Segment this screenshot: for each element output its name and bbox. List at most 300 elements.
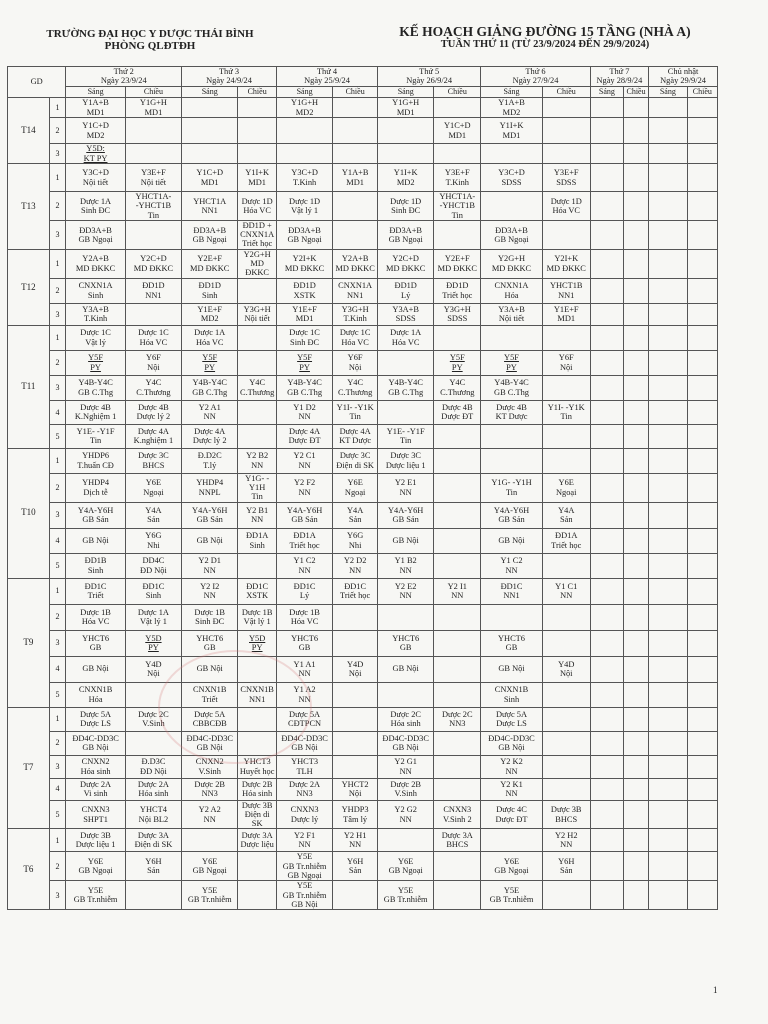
day-name: Thứ 2	[113, 67, 134, 76]
table-row	[8, 829, 718, 852]
table-row	[8, 350, 718, 375]
schedule-cell: ĐD1B Sinh	[66, 553, 125, 578]
table-row	[8, 778, 718, 800]
schedule-cell: Y5F PY	[182, 350, 238, 375]
schedule-cell: Dược 2B V.Sinh	[378, 778, 434, 800]
schedule-cell: Y1 C2 NN	[481, 553, 543, 578]
schedule-cell	[333, 604, 378, 630]
schedule-cell: Dược 4A Dược ĐT	[276, 424, 332, 448]
schedule-cell	[624, 630, 649, 656]
schedule-cell: ĐD1D Triết học	[434, 278, 481, 303]
schedule-cell: Dược 3A Dược liệu	[238, 829, 277, 852]
schedule-cell: Dược 2C NN3	[434, 707, 481, 731]
schedule-cell	[481, 424, 543, 448]
table-row	[8, 424, 718, 448]
schedule-cell: Y2 B2 NN	[238, 448, 277, 473]
schedule-cell	[238, 707, 277, 731]
schedule-cell: Y4B-Y4C GB C.Thg	[66, 375, 125, 400]
schedule-cell: Y1 A2 NN	[276, 682, 332, 707]
schedule-cell: Y1A+B MD1	[333, 164, 378, 192]
schedule-cell	[687, 325, 717, 350]
table-row	[8, 682, 718, 707]
schedule-cell	[378, 118, 434, 144]
schedule-cell	[378, 350, 434, 375]
schedule-cell	[649, 731, 688, 755]
schedule-cell	[481, 448, 543, 473]
schedule-cell: ĐD1D Lý	[378, 278, 434, 303]
schedule-cell: Y2 B1 NN	[238, 502, 277, 528]
schedule-cell: ĐD1A Triết học	[276, 528, 332, 553]
schedule-cell	[649, 220, 688, 249]
schedule-cell: GB Nội	[378, 656, 434, 682]
schedule-cell	[649, 473, 688, 502]
schedule-cell	[542, 144, 590, 164]
room-number: 2	[49, 192, 66, 221]
schedule-cell: Y1I- -Y1K Tin	[542, 400, 590, 424]
session-morning: Sáng	[481, 87, 543, 98]
schedule-cell: Y3G+H T.Kinh	[333, 303, 378, 325]
schedule-cell	[624, 731, 649, 755]
schedule-cell: GB Nội	[481, 528, 543, 553]
schedule-cell	[649, 118, 688, 144]
schedule-cell: Dược 1C Hóa VC	[333, 325, 378, 350]
schedule-cell: Y3E+F SDSS	[542, 164, 590, 192]
schedule-cell	[687, 278, 717, 303]
schedule-cell: Y2 H2 NN	[542, 829, 590, 852]
schedule-cell: ĐD3A+B GB Ngoại	[378, 220, 434, 249]
schedule-cell	[687, 220, 717, 249]
schedule-cell: CNXN3 SHPT1	[66, 800, 125, 829]
schedule-cell	[481, 192, 543, 221]
session-afternoon: Chiều	[333, 87, 378, 98]
document-subtitle: TUẦN THỨ 11 (TỪ 23/9/2024 ĐẾN 29/9/2024)	[440, 39, 650, 50]
schedule-cell: Y2 G2 NN	[378, 800, 434, 829]
schedule-cell	[434, 448, 481, 473]
schedule-cell	[624, 424, 649, 448]
schedule-cell: Y2C+D MD ĐKKC	[378, 249, 434, 278]
schedule-cell: YHCT1A- -YHCT1B Tin	[434, 192, 481, 221]
schedule-cell: Y6F Nội	[333, 350, 378, 375]
schedule-cell: Y5E GB Tr.nhiễm	[378, 881, 434, 910]
schedule-cell	[590, 144, 623, 164]
schedule-cell: Y5D PY	[238, 630, 277, 656]
schedule-cell: Dược 1D Hóa VC	[542, 192, 590, 221]
schedule-cell: Dược 3B Điện di SK	[238, 800, 277, 829]
schedule-cell	[542, 553, 590, 578]
day-header	[66, 67, 182, 87]
schedule-cell: YHCT6 GB	[182, 630, 238, 656]
document-title: KẾ HOẠCH GIẢNG ĐƯỜNG 15 TẦNG (NHÀ A)	[399, 24, 691, 39]
schedule-cell	[542, 118, 590, 144]
floor-label: T11	[8, 325, 50, 448]
room-number: 2	[49, 473, 66, 502]
schedule-cell: Y2G+H MD ĐKKC	[481, 249, 543, 278]
schedule-cell	[590, 424, 623, 448]
room-number: 3	[49, 375, 66, 400]
schedule-cell: Y6G Nhi	[333, 528, 378, 553]
schedule-cell	[434, 852, 481, 881]
schedule-cell: Dược 2B NN3	[182, 778, 238, 800]
schedule-cell	[434, 553, 481, 578]
schedule-cell	[434, 424, 481, 448]
session-afternoon: Chiều	[238, 87, 277, 98]
schedule-cell: Y4A-Y6H GB Sản	[378, 502, 434, 528]
schedule-cell	[590, 656, 623, 682]
schedule-cell: Y5F PY	[481, 350, 543, 375]
schedule-cell	[434, 325, 481, 350]
room-number: 2	[49, 278, 66, 303]
schedule-cell: Y2A+B MD ĐKKC	[66, 249, 125, 278]
schedule-cell: Dược 1A Hóa VC	[182, 325, 238, 350]
schedule-cell	[434, 881, 481, 910]
day-name: Chủ nhật	[667, 67, 699, 76]
schedule-cell: Y1A+B MD2	[481, 98, 543, 118]
schedule-cell	[276, 144, 332, 164]
schedule-cell: ĐD1D XSTK	[276, 278, 332, 303]
schedule-cell	[333, 98, 378, 118]
floor-label: T6	[8, 829, 50, 910]
schedule-cell	[590, 118, 623, 144]
room-number: 3	[49, 881, 66, 910]
schedule-cell	[590, 682, 623, 707]
room-number: 1	[49, 829, 66, 852]
schedule-cell: Dược 3C BHCS	[125, 448, 181, 473]
schedule-cell: Y3A+B Nội tiết	[481, 303, 543, 325]
schedule-cell: Dược 4B KT Dược	[481, 400, 543, 424]
table-row	[8, 164, 718, 192]
room-number: 1	[49, 578, 66, 604]
schedule-cell: YHCT3 Huyết học	[238, 755, 277, 778]
day-date: Ngày 25/9/24	[304, 76, 350, 86]
session-afternoon: Chiều	[687, 87, 717, 98]
day-date: Ngày 26/9/24	[406, 76, 453, 86]
schedule-cell	[590, 881, 623, 910]
schedule-cell: Y4A-Y6H GB Sản	[276, 502, 332, 528]
schedule-cell: ĐD1D Sinh	[182, 278, 238, 303]
schedule-cell	[649, 350, 688, 375]
schedule-cell: Dược 3B BHCS	[542, 800, 590, 829]
schedule-cell: Dược 1B Hóa VC	[276, 604, 332, 630]
schedule-cell: Y2 D2 NN	[333, 553, 378, 578]
schedule-cell	[687, 881, 717, 910]
schedule-cell: YHCT1B NN1	[542, 278, 590, 303]
schedule-cell	[687, 192, 717, 221]
schedule-cell: YHDP4 Dịch tễ	[66, 473, 125, 502]
schedule-cell	[238, 881, 277, 910]
schedule-cell: Y4C C.Thương	[434, 375, 481, 400]
room-number: 2	[49, 118, 66, 144]
schedule-cell: Y5D: KT PY	[66, 144, 125, 164]
schedule-cell	[238, 424, 277, 448]
schedule-cell	[687, 630, 717, 656]
session-morning: Sáng	[590, 87, 623, 98]
schedule-cell	[624, 473, 649, 502]
schedule-cell: ĐD1C Lý	[276, 578, 332, 604]
schedule-cell: CNXN1B Hóa	[66, 682, 125, 707]
session-morning: Sáng	[378, 87, 434, 98]
schedule-cell	[542, 98, 590, 118]
schedule-cell	[649, 778, 688, 800]
schedule-cell	[481, 325, 543, 350]
schedule-cell: CNXN1B NN1	[238, 682, 277, 707]
schedule-cell: Y2I+K MD ĐKKC	[542, 249, 590, 278]
schedule-cell: Y2E+F MD ĐKKC	[182, 249, 238, 278]
schedule-cell	[238, 852, 277, 881]
schedule-cell: CNXN1B Triết	[182, 682, 238, 707]
schedule-cell	[125, 144, 181, 164]
schedule-cell: ĐD1C XSTK	[238, 578, 277, 604]
schedule-cell	[649, 192, 688, 221]
schedule-cell	[624, 502, 649, 528]
schedule-cell: Y5E GB Tr.nhiễm	[182, 881, 238, 910]
table-row	[8, 249, 718, 278]
schedule-cell: Y6E Ngoại	[125, 473, 181, 502]
schedule-cell	[590, 630, 623, 656]
schedule-cell	[590, 303, 623, 325]
schedule-cell: ĐD1A Triết học	[542, 528, 590, 553]
schedule-cell	[590, 325, 623, 350]
schedule-cell	[624, 528, 649, 553]
schedule-cell: Y6E Ngoại	[333, 473, 378, 502]
schedule-cell: Y6E GB Ngoại	[66, 852, 125, 881]
schedule-cell	[624, 682, 649, 707]
table-row	[8, 604, 718, 630]
schedule-cell: YHDP6 T.huấn CĐ	[66, 448, 125, 473]
schedule-cell: ĐD4C-DD3C GB Nội	[481, 731, 543, 755]
schedule-cell: Y5F PY	[66, 350, 125, 375]
schedule-cell	[276, 118, 332, 144]
schedule-cell: Y5E GB Tr.nhiễm	[66, 881, 125, 910]
schedule-cell: Y1C+D MD2	[66, 118, 125, 144]
schedule-cell	[590, 707, 623, 731]
schedule-cell	[333, 707, 378, 731]
schedule-cell: Y4C C.Thương	[125, 375, 181, 400]
schedule-cell	[649, 829, 688, 852]
room-number: 1	[49, 707, 66, 731]
schedule-cell	[590, 98, 623, 118]
schedule-cell: CNXN1B Sinh	[481, 682, 543, 707]
schedule-cell	[624, 249, 649, 278]
schedule-cell	[590, 375, 623, 400]
floor-label: T7	[8, 707, 50, 829]
schedule-cell: Đ.D3C ĐD Nội	[125, 755, 181, 778]
room-number: 4	[49, 656, 66, 682]
schedule-cell: Y2 A1 NN	[182, 400, 238, 424]
schedule-cell	[687, 424, 717, 448]
schedule-cell	[687, 604, 717, 630]
table-row	[8, 630, 718, 656]
schedule-cell: Y1 B2 NN	[378, 553, 434, 578]
table-row	[8, 502, 718, 528]
gd-header: GD	[8, 67, 66, 98]
schedule-cell: Dược 1C Vật lý	[66, 325, 125, 350]
floor-label: T12	[8, 249, 50, 325]
floor-label: T14	[8, 98, 50, 164]
schedule-cell: Dược 1A Sinh ĐC	[66, 192, 125, 221]
schedule-cell	[649, 656, 688, 682]
schedule-cell	[687, 375, 717, 400]
schedule-cell: Y4C C.Thương	[238, 375, 277, 400]
table-row	[8, 325, 718, 350]
schedule-cell	[590, 278, 623, 303]
schedule-cell	[434, 656, 481, 682]
schedule-cell: Y4A Sản	[542, 502, 590, 528]
schedule-cell: YHDP4 NNPL	[182, 473, 238, 502]
schedule-cell	[542, 755, 590, 778]
schedule-cell: CNXN1A NN1	[333, 278, 378, 303]
schedule-cell: Dược 2A Hóa sinh	[125, 778, 181, 800]
schedule-cell	[649, 325, 688, 350]
schedule-cell	[333, 755, 378, 778]
schedule-cell	[481, 144, 543, 164]
schedule-cell	[125, 731, 181, 755]
schedule-cell	[434, 630, 481, 656]
schedule-cell	[542, 682, 590, 707]
schedule-cell: Y1 C2 NN	[276, 553, 332, 578]
schedule-cell: GB Nội	[182, 656, 238, 682]
schedule-cell: Y1G- -Y1H Tin	[238, 473, 277, 502]
schedule-cell: Dược 1B Vật lý 1	[238, 604, 277, 630]
day-name: Thứ 3	[218, 67, 240, 76]
schedule-cell	[378, 144, 434, 164]
table-row	[8, 881, 718, 910]
schedule-cell: Y3E+F Nội tiết	[125, 164, 181, 192]
schedule-cell: Y4A Sản	[125, 502, 181, 528]
schedule-cell	[238, 144, 277, 164]
schedule-cell: Y4A-Y6H GB Sản	[182, 502, 238, 528]
schedule-cell: Y1G- -Y1H Tin	[481, 473, 543, 502]
table-row	[8, 553, 718, 578]
schedule-cell	[590, 800, 623, 829]
table-row	[8, 192, 718, 221]
schedule-cell: Y4D Nội	[542, 656, 590, 682]
schedule-cell: Dược 5A Dược LS	[481, 707, 543, 731]
schedule-cell: ĐD4C-DD3C GB Nội	[182, 731, 238, 755]
schedule-cell: GB Nội	[66, 656, 125, 682]
schedule-cell: Y6F Nội	[125, 350, 181, 375]
schedule-cell	[590, 400, 623, 424]
schedule-cell	[649, 448, 688, 473]
schedule-cell	[649, 881, 688, 910]
schedule-cell	[649, 528, 688, 553]
schedule-cell	[238, 325, 277, 350]
schedule-cell	[590, 852, 623, 881]
schedule-cell: Y6H Sản	[125, 852, 181, 881]
schedule-cell	[687, 852, 717, 881]
floor-label: T9	[8, 578, 50, 707]
schedule-cell	[649, 578, 688, 604]
schedule-cell	[542, 220, 590, 249]
schedule-cell: Dược 4A K.nghiệm 1	[125, 424, 181, 448]
schedule-cell	[434, 220, 481, 249]
schedule-cell: DD4C ĐD Nội	[125, 553, 181, 578]
schedule-cell	[434, 682, 481, 707]
schedule-cell	[238, 118, 277, 144]
schedule-cell	[333, 731, 378, 755]
day-date: Ngày 28/9/24	[596, 76, 643, 86]
table-row	[8, 852, 718, 881]
schedule-cell	[624, 852, 649, 881]
schedule-cell: Y1 D2 NN	[276, 400, 332, 424]
room-number: 4	[49, 528, 66, 553]
schedule-cell	[624, 118, 649, 144]
schedule-cell: Y4D Nội	[333, 656, 378, 682]
schedule-cell	[624, 350, 649, 375]
schedule-cell	[624, 755, 649, 778]
schedule-cell	[687, 578, 717, 604]
schedule-cell	[624, 553, 649, 578]
schedule-cell	[542, 731, 590, 755]
room-number: 2	[49, 604, 66, 630]
room-number: 1	[49, 164, 66, 192]
schedule-cell: Y4B-Y4C GB C.Thg	[182, 375, 238, 400]
schedule-cell	[542, 707, 590, 731]
schedule-cell: Dược 5A Dược LS	[66, 707, 125, 731]
schedule-cell: Y4B-Y4C GB C.Thg	[481, 375, 543, 400]
schedule-cell	[378, 682, 434, 707]
schedule-cell	[590, 164, 623, 192]
schedule-cell: Y1E- -Y1F Tin	[66, 424, 125, 448]
schedule-cell: Y4A-Y6H GB Sản	[481, 502, 543, 528]
schedule-cell: Y3C+D T.Kinh	[276, 164, 332, 192]
schedule-cell: Dược 2A NN3	[276, 778, 332, 800]
table-row	[8, 278, 718, 303]
schedule-cell: Dược 4A Dược lý 2	[182, 424, 238, 448]
schedule-cell: Y6E GB Ngoại	[378, 852, 434, 881]
schedule-cell	[649, 707, 688, 731]
schedule-cell: Y5E GB Tr.nhiễm GB Ngoại	[276, 852, 332, 881]
schedule-cell: Dược 3C Dược liệu 1	[378, 448, 434, 473]
schedule-cell	[333, 118, 378, 144]
room-number: 5	[49, 800, 66, 829]
schedule-cell: Dược 2A Vi sinh	[66, 778, 125, 800]
schedule-cell: Y5E GB Tr.nhiễm	[481, 881, 543, 910]
schedule-cell: ĐD1C Triết	[66, 578, 125, 604]
room-number: 3	[49, 144, 66, 164]
schedule-cell	[649, 249, 688, 278]
day-header	[590, 67, 648, 87]
schedule-cell	[378, 604, 434, 630]
schedule-cell	[542, 375, 590, 400]
schedule-cell: CNXN3 Dược lý	[276, 800, 332, 829]
schedule-cell: Dược 3C Điện di SK	[333, 448, 378, 473]
schedule-cell	[687, 400, 717, 424]
schedule-cell	[590, 473, 623, 502]
day-header	[182, 67, 277, 87]
room-number: 5	[49, 682, 66, 707]
schedule-cell	[238, 731, 277, 755]
session-morning: Sáng	[66, 87, 125, 98]
table-row	[8, 731, 718, 755]
schedule-cell: Y1E+F MD2	[182, 303, 238, 325]
room-number: 3	[49, 220, 66, 249]
schedule-cell: Y2 F1 NN	[276, 829, 332, 852]
schedule-cell: Dược 2C V.Sinh	[125, 707, 181, 731]
schedule-cell	[542, 778, 590, 800]
document-header	[330, 24, 760, 51]
schedule-cell: Dược 2C Hóa sinh	[378, 707, 434, 731]
schedule-cell	[624, 778, 649, 800]
table-row	[8, 656, 718, 682]
table-row	[8, 800, 718, 829]
schedule-cell	[624, 98, 649, 118]
schedule-cell: Y6H Sản	[333, 852, 378, 881]
room-number: 4	[49, 778, 66, 800]
schedule-cell: Y6G Nhi	[125, 528, 181, 553]
schedule-cell	[590, 731, 623, 755]
schedule-cell: Dược 1A Vật lý 1	[125, 604, 181, 630]
schedule-cell	[687, 778, 717, 800]
